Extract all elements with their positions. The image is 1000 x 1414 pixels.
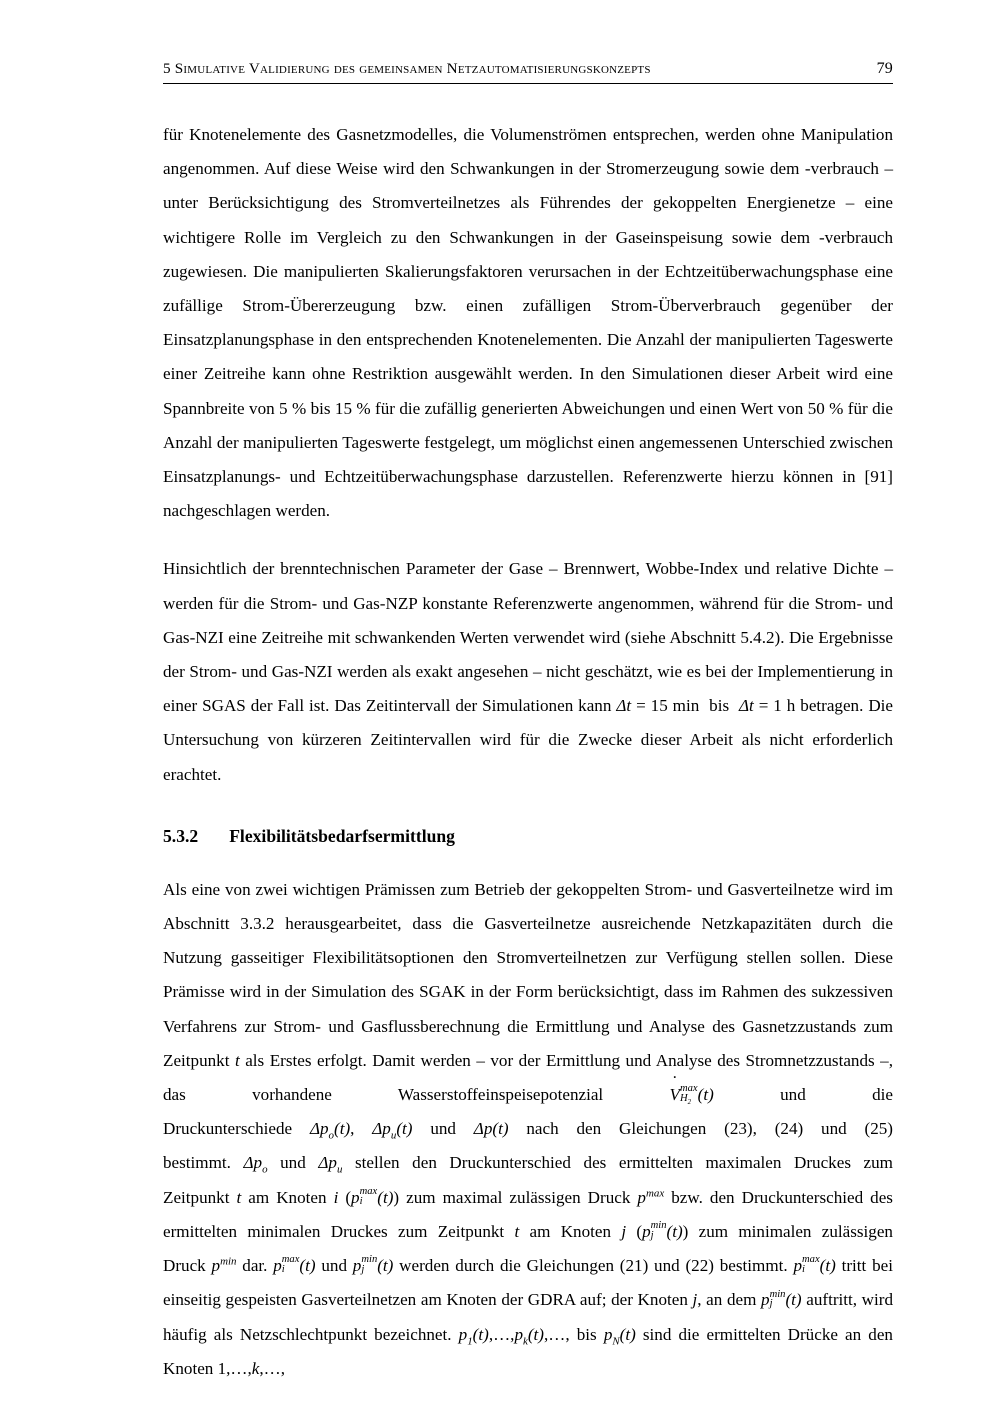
- p3-math-pj-min-3: p min j (t): [761, 1288, 802, 1310]
- p3-math-delta-p-o: $\Delta p_o(t)$: [309, 1119, 351, 1142]
- p3-komma1: ,…,: [488, 1324, 515, 1344]
- p3-seg2: als Erstes erfolgt. Damit werden – vor der Ermittlung und Analyse des Stromnetzzustands –, das vorhandene Wasserstoffeinspeisepotenzial: [163, 1050, 893, 1105]
- p3-seg17: ,…,: [259, 1358, 286, 1378]
- paragraph-2-text-a: Hinsichtlich der brenntechnischen Parameter der Gase – Brennwert, Wobbe-Index und relative Dichte – werden für die Strom- und Gas-NZP konstante Referenzwerte angenommen, während für die Strom- und Gas-NZI eine Zeitreihe mit schwankenden Werten verwendet wird (siehe Abschnitt 5.4.2). Die Ergebnisse der Strom- und Gas-NZI werden als exakt angesehen – nicht geschätzt, wie es bei der Implementierung in einer SGAS der Fall ist. Das Zeitintervall der Simulationen kann: [163, 559, 893, 716]
- p3-math-pNt: $p_N(t)$: [603, 1324, 636, 1347]
- p3-seg6: am Knoten: [248, 1187, 327, 1207]
- p3-und-b: und: [280, 1153, 306, 1173]
- p3-math-pkt: $p_k(t)$: [514, 1324, 544, 1347]
- p3-math-pj-min-2: p min j (t): [352, 1254, 394, 1276]
- p3-math-p1t: $p_1(t)$: [458, 1324, 489, 1347]
- p3-math-pi-max-3: p max i (t): [793, 1254, 836, 1276]
- p3-math-delta-p-u: $\Delta p_u(t)$: [372, 1119, 413, 1142]
- paragraph-3: Als eine von zwei wichtigen Prämissen zum Betrieb der gekoppelten Strom- und Gasverteilnetze wird im Abschnitt 3.3.2 herausgearbeitet, dass die Gasverteilnetze ausreichende Netzkapazitäten durch die Nutzung gasseitiger Flexibilitätsoptionen den Stromverteilnetzen zur Verfügung stellen sollen. Diese Prämisse wird in der Simulation des SGAK in der Form berücksichtigt, dass im Rahmen des sukzessiven Verfahrens zur Strom- und Gasflussberechnung die Ermittlung und Analyse des Gasnetzzustands zum Zeitpunkt t als Erstes erfolgt. Damit werden – vor der Ermittlung und Analyse des Stromnetzzustands –, das vorhandene Wasserstoffeinspeisepotenzial ˙ V max $H_2$ (t) und die Druckunterschiede $\Delta p_o(t)$, $\Delta p_u(t)$ und Δp(t) nach den Gleichungen (23), (24) und (25) bestimmt. $\Delta p_o$ und $\Delta p_u$ stellen den Druckunterschied des ermittelten maximalen Druckes zum Zeitpunkt t am Knoten i (p max i (t)) zum maximal zulässigen Druck $p^{max}$ bzw. den Druckunterschied des ermittelten minimalen Druckes zum Zeitpunkt t am Knoten j (p min j (t)) zum minimalen zulässigen Druck $p^{min}$ dar. p max i (t) und p min j (t) werden durch die Gleichungen (21) und (22) bestimmt. p max i (t) tritt bei einseitig gespeisten Gasverteilnetzen am Knoten der GDRA auf; der Knoten j, an dem p min j (t) auftritt, wird häufig als Netzschlechtpunkt bezeichnet. $p_1(t),\dots,p_k(t),\dots$, bis $p_N(t)$ sind die ermittelten Drücke an den Knoten 1,…,k,…,: [163, 873, 893, 1386]
- p3-seg7: zum maximal zulässigen Druck: [406, 1187, 631, 1207]
- p3-seg5: stellen den Druckunterschied des ermittelten maximalen Druckes zum Zeitpunkt: [163, 1153, 893, 1207]
- p3-math-delta-p-o-2: $\Delta p_o$: [243, 1153, 268, 1176]
- p3-math-pi-max-2: p max i (t): [273, 1254, 316, 1276]
- p3-var-t-3: t: [514, 1221, 520, 1241]
- p3-seg13: tritt bei einseitig gespeisten Gasverteilnetzen am Knoten der GDRA auf; der Knoten: [163, 1256, 893, 1310]
- running-head-chapter-title: 5 Simulative Validierung des gemeinsamen Netzautomatisierungskonzepts: [163, 60, 651, 77]
- section-title: Flexibilitätsbedarfsermittlung: [229, 825, 455, 846]
- p3-seg8: bzw. den Druckunterschied des ermittelten minimalen Druckes zum Zeitpunkt: [163, 1187, 893, 1241]
- p3-var-i-1: i: [333, 1187, 339, 1207]
- p3-var-t-1: t: [234, 1050, 240, 1070]
- page-number: 79: [876, 60, 893, 77]
- paragraph-2-math-interval-1: Δt = 15 min: [616, 696, 700, 716]
- page-content: [163, 60, 893, 1410]
- p3-seg3: und die Druckunterschiede: [163, 1085, 893, 1139]
- paragraph-2-text-b: betragen. Die Untersuchung von kürzeren Zeitintervallen wird für die Zwecke dieser Arbeit als nicht erforderlich erachtet.: [163, 696, 893, 784]
- p3-seg1: Als eine von zwei wichtigen Prämissen zum Betrieb der gekoppelten Strom- und Gasverteilnetze wird im Abschnitt 3.3.2 herausgearbeitet, dass die Gasverteilnetze ausreichende Netzkapazitäten durch die Nutzung gasseitiger Flexibilitätsoptionen den Stromverteilnetzen zur Verfügung stellen sollen. Diese Prämisse wird in der Simulation des SGAK in der Form berücksichtigt, dass im Rahmen des sukzessiven Verfahrens zur Strom- und Gasflussberechnung die Ermittlung und Analyse des Gasnetzzustands zum Zeitpunkt: [163, 879, 893, 1070]
- p3-und-a: und: [430, 1119, 456, 1139]
- running-head: [163, 60, 893, 84]
- p3-seg12: werden durch die Gleichungen (21) und (22) bestimmt.: [399, 1256, 788, 1276]
- p3-var-j-2: j: [692, 1290, 698, 1310]
- p3-math-pj-min-paren: (p min j (t)): [636, 1220, 689, 1241]
- p3-seg4: nach den Gleichungen (23), (24) und (25) bestimmt.: [163, 1119, 894, 1173]
- p3-seg11: dar.: [242, 1256, 268, 1276]
- paragraph-2-text-mid: bis: [709, 696, 730, 716]
- p3-var-k: k: [251, 1358, 260, 1378]
- p3-seg9: am Knoten: [529, 1221, 612, 1241]
- section-heading: [163, 826, 893, 847]
- paragraph-2: [163, 552, 893, 791]
- p3-math-pi-max-paren: (p max i (t)): [345, 1185, 400, 1207]
- p3-seg15: auftritt, wird häufig als Netzschlechtpunkt bezeichnet.: [163, 1290, 894, 1344]
- p3-math-p-min: $p^{min}$: [211, 1255, 237, 1276]
- p3-seg10: zum minimalen zulässigen Druck: [163, 1221, 893, 1276]
- p3-und-c: und: [321, 1256, 347, 1276]
- section-number: 5.3.2: [163, 825, 199, 846]
- p3-math-delta-p-u-2: $\Delta p_u$: [318, 1153, 343, 1176]
- p3-var-j-1: j: [621, 1221, 627, 1241]
- p3-math-delta-p: Δp(t): [473, 1119, 509, 1139]
- p3-math-p-max: $p^{max}$: [637, 1187, 665, 1207]
- paragraph-2-math-interval-2: Δt = 1 h: [738, 696, 796, 716]
- paragraph-1: für Knotenelemente des Gasnetzmodelles, die Volumenströmen entsprechen, werden ohne Manipulation angenommen. Auf diese Weise wird den Schwankungen in der Stromerzeugung sowie dem -verbrauch – unter Berücksichtigung des Stromverteilnetzes als Führendes der gekoppelten Energienetze – eine wichtigere Rolle im Vergleich zu den Schwankungen in der Gaseinspeisung sowie dem -verbrauch zugewiesen. Die manipulierten Skalierungsfaktoren verursachen in der Echtzeitüberwachungsphase eine zufällige Strom-Übererzeugung bzw. einen zufälligen Strom-Überverbrauch gegenüber der Einsatzplanungsphase in den entsprechenden Knotenelementen. Die Anzahl der manipulierten Tageswerte einer Zeitreihe kann ohne Restriktion ausgewählt werden. In den Simulationen dieser Arbeit wird eine Spannbreite von 5 % bis 15 % für die zufällig generierten Abweichungen und einen Wert von 50 % für die Anzahl der manipulierten Tageswerte festgelegt, um möglichst einen angemessenen Unterschied zwischen Einsatzplanungs- und Echtzeitüberwachungsphase darzustellen. Referenzwerte hierzu können in [91] nachgeschlagen werden.: [163, 125, 893, 521]
- p3-var-t-2: t: [236, 1187, 242, 1207]
- p3-math-vdot-hydrogen-potential: ˙ V max $H_2$ (t): [670, 1085, 714, 1104]
- p3-komma2: ,…, bis: [544, 1324, 597, 1344]
- p3-seg14: , an dem: [697, 1290, 757, 1310]
- p3-seg16: sind die ermittelten Drücke an den Knoten 1,…,: [163, 1324, 893, 1378]
